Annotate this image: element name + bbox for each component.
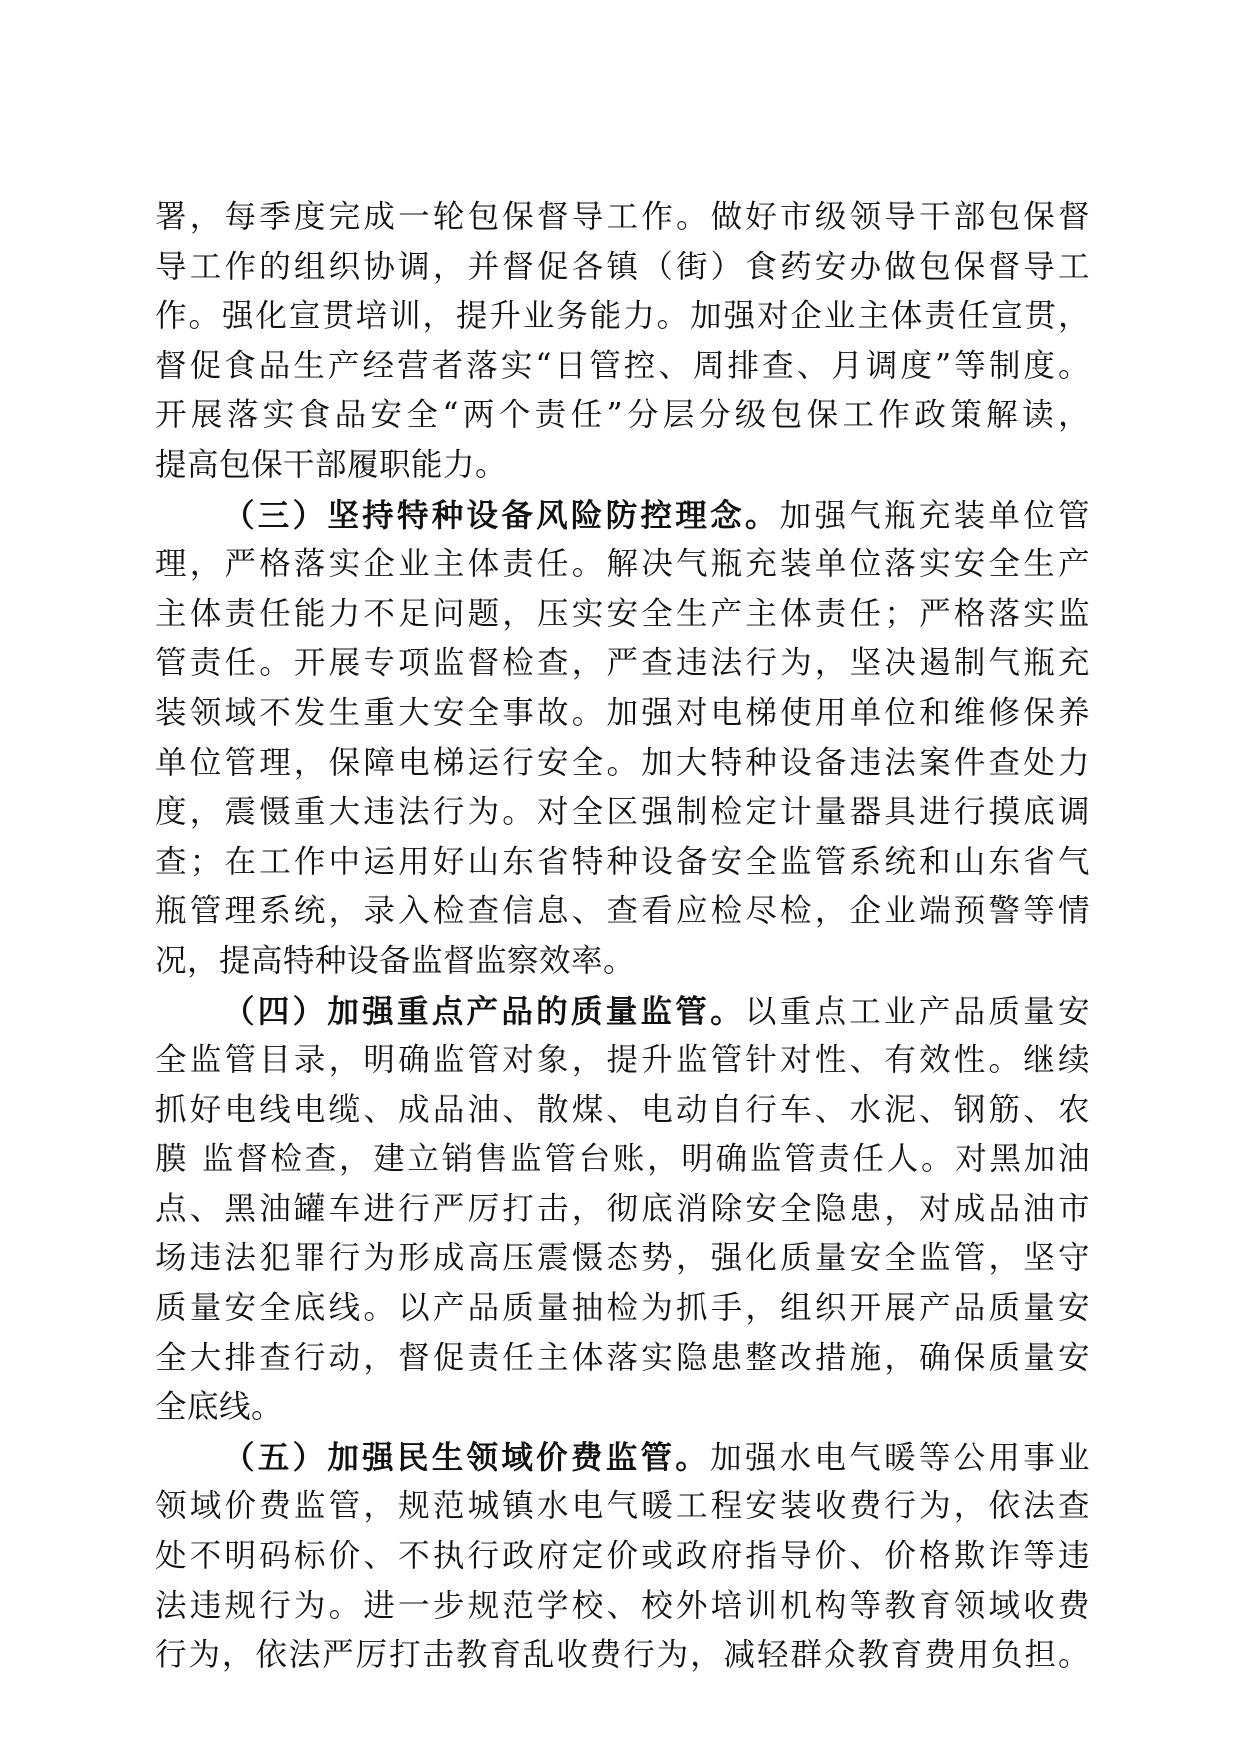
text-line: 抓好电线电缆、成品油、散煤、电动自行车、水泥、钢筋、农 [155, 1091, 1090, 1128]
text-line: 况，提高特种设备监督监察效率。 [155, 942, 636, 979]
text-line: 理，严格落实企业主体责任。解决气瓶充装单位落实安全生产 [155, 546, 1090, 583]
text-line: 管责任。开展专项监督检查，严查违法行为，坚决遏制气瓶充 [155, 645, 1090, 682]
section-heading: （四）加强重点产品的质量监管。 [223, 992, 745, 1030]
text-line: 场违法犯罪行为形成高压震慑态势，强化质量安全监管，坚守 [155, 1240, 1090, 1277]
paragraph-first-line [155, 987, 1090, 1037]
heading-followup-text: 以重点工业产品质量安 [744, 993, 1090, 1030]
text-line: 开展落实食品安全“两个责任”分层分级包保工作政策解读， [155, 397, 1090, 434]
heading-followup-text: 加强气瓶充装单位管 [779, 497, 1090, 534]
text-line: 单位管理，保障电梯运行安全。加大特种设备违法案件查处力 [155, 744, 1090, 781]
document-page [155, 193, 1090, 1681]
text-line: 领域价费监管，规范城镇水电气暖工程安装收费行为，依法查 [155, 1488, 1090, 1525]
text-line: 点、黑油罐车进行严厉打击，彻底消除安全隐患，对成品油市 [155, 1190, 1090, 1227]
text-line: 行为，依法严厉打击教育乱收费行为，减轻群众教育费用负担。 [155, 1637, 1090, 1674]
text-line: 主体责任能力不足问题，压实安全生产主体责任；严格落实监 [155, 595, 1090, 632]
text-line: 质量安全底线。以产品质量抽检为抓手，组织开展产品质量安 [155, 1290, 1090, 1327]
text-line: 作。强化宣贯培训，提升业务能力。加强对企业主体责任宣贯， [155, 298, 1090, 335]
text-line: 提高包保干部履职能力。 [155, 446, 508, 483]
paragraph-livelihood-pricing [155, 1433, 1090, 1681]
text-line: 署，每季度完成一轮包保督导工作。做好市级领导干部包保督 [155, 199, 1090, 235]
paragraph-food-safety-continued [155, 193, 1090, 491]
text-line: 查；在工作中运用好山东省特种设备安全监管系统和山东省气 [155, 843, 1090, 880]
paragraph-product-quality [155, 987, 1090, 1433]
paragraph-first-line [155, 1433, 1090, 1483]
paragraph-special-equipment [155, 491, 1090, 987]
text-line: 导工作的组织协调，并督促各镇（街）食药安办做包保督导工 [155, 248, 1090, 285]
text-line: 法违规行为。进一步规范学校、校外培训机构等教育领域收费 [155, 1587, 1090, 1624]
text-line: 全底线。 [155, 1389, 284, 1426]
text-line: 督促食品生产经营者落实“日管控、周排查、月调度”等制度。 [155, 347, 1090, 384]
heading-followup-text: 加强水电气暖等公用事业 [710, 1439, 1090, 1476]
section-heading: （五）加强民生领域价费监管。 [223, 1438, 711, 1476]
text-line: 全大排查行动，督促责任主体落实隐患整改措施，确保质量安 [155, 1339, 1090, 1376]
section-heading: （三）坚持特种设备风险防控理念。 [223, 496, 780, 534]
paragraph-first-line [155, 491, 1090, 541]
text-line: 膜 监督检查，建立销售监管台账，明确监管责任人。对黑加油 [155, 1141, 1090, 1178]
text-line: 全监管目录，明确监管对象，提升监管针对性、有效性。继续 [155, 1042, 1090, 1079]
text-line: 装领域不发生重大安全事故。加强对电梯使用单位和维修保养 [155, 694, 1090, 731]
text-line: 处不明码标价、不执行政府定价或政府指导价、价格欺诈等违 [155, 1538, 1090, 1575]
text-line: 瓶管理系统，录入检查信息、查看应检尽检，企业端预警等情 [155, 893, 1090, 930]
text-line: 度，震慑重大违法行为。对全区强制检定计量器具进行摸底调 [155, 794, 1090, 831]
